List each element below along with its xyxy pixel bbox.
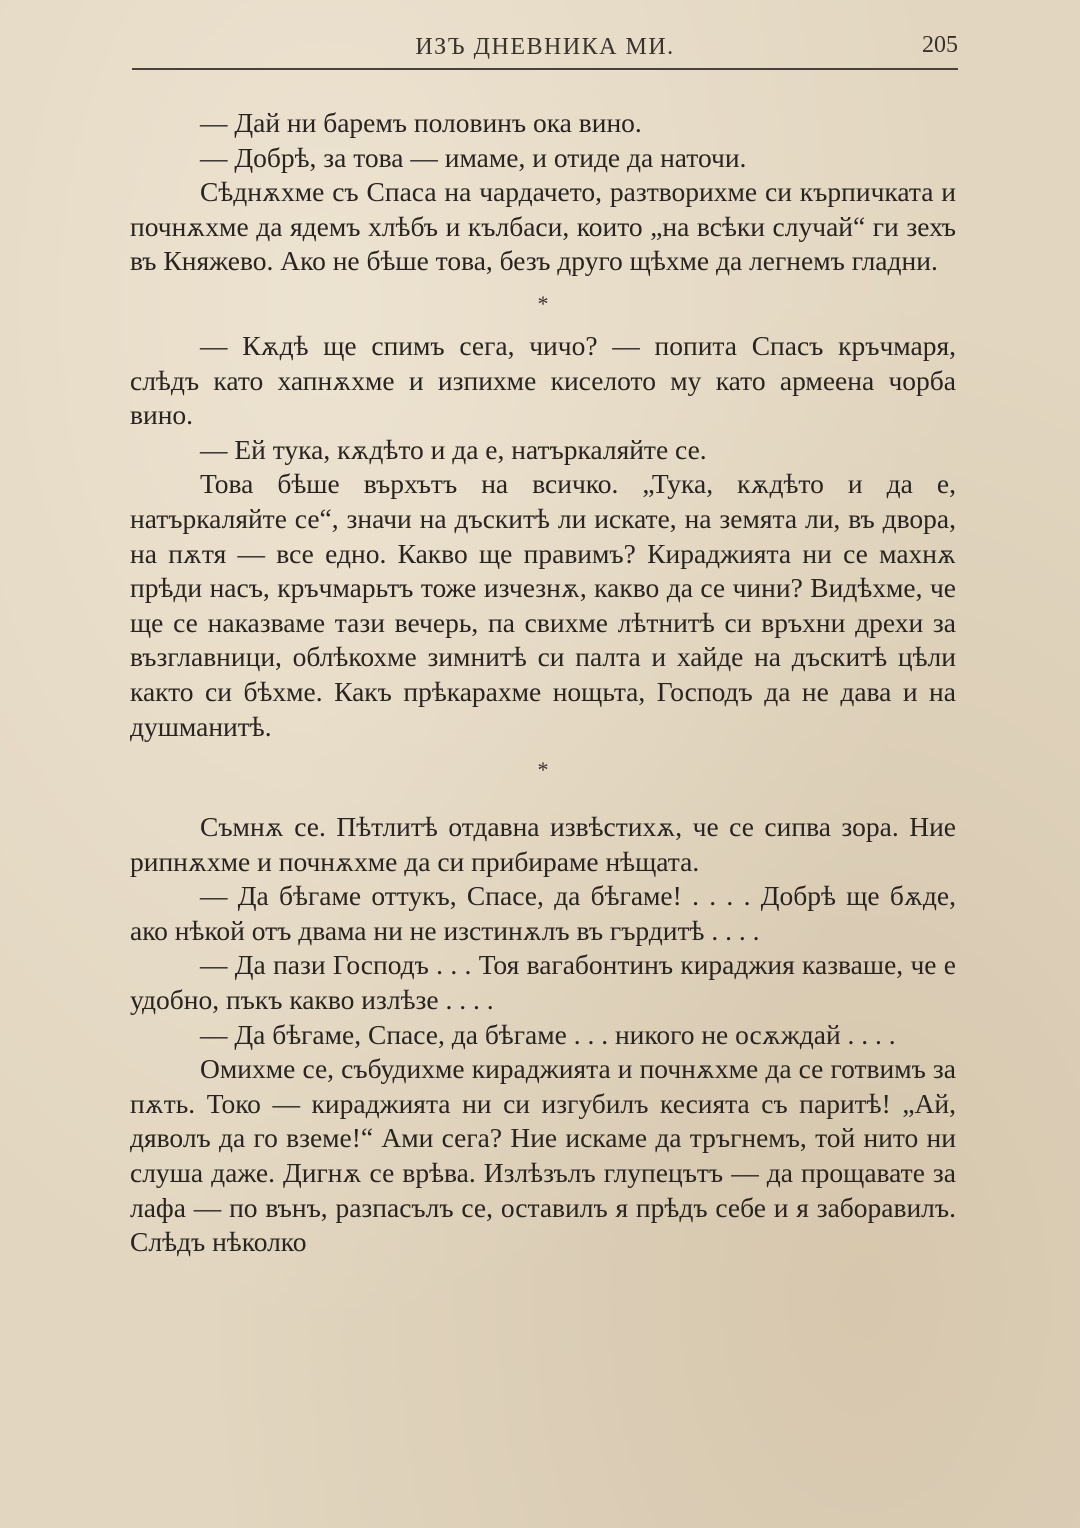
body-text bbox=[130, 106, 956, 1260]
paragraph: — Ей тука, кѫдѣто и да е, натъркаляйте се. bbox=[200, 433, 707, 465]
paragraph: — Да пази Господъ . . . Тоя вагабонтинъ кираджия казваше, че е удобно, пъкъ какво излѣзе . . . . bbox=[130, 949, 956, 1016]
page-number: 205 bbox=[922, 32, 958, 58]
paragraph: Омихме се, събудихме кираджията и почнѫхме да се готвимъ за пѫть. Токо — кираджията ни си изгубилъ кесията съ паритѣ! „Ай, дяволъ да го вземе!“ Ами сега? Ние искаме да тръгнемъ, той нито ни слуша даже. Дигнѫ се врѣва. Излѣзълъ глупецътъ — да прощавате за лафа — по вънъ, разпасълъ се, оставилъ я прѣдъ себе и я заборавилъ. Слѣдъ нѣколко bbox=[130, 1053, 956, 1258]
paragraph: Съмнѫ се. Пѣтлитѣ отдавна извѣстихѫ, че се сипва зора. Ние рипнѫхме и почнѫхме да си прибираме нѣщата. bbox=[130, 811, 956, 877]
section-separator: * bbox=[537, 757, 549, 783]
paragraph: — Дай ни баремъ половинъ ока вино. bbox=[200, 107, 642, 138]
running-title: ИЗЪ ДНЕВНИКА МИ. bbox=[415, 34, 675, 60]
paragraph: — Да бѣгаме, Спасе, да бѣгаме . . . никого не осѫждай . . . . bbox=[200, 1018, 896, 1050]
paragraph: — Да бѣгаме оттукъ, Спасе, да бѣгаме! . . . . Добрѣ ще бѫде, ако нѣкой отъ двама ни не изстинѫлъ въ гърдитѣ . . . . bbox=[130, 880, 956, 946]
paragraph: — Кѫдѣ ще спимъ сега, чичо? — попита Спасъ кръчмаря, слѣдъ като хапнѫхме и изпихме киселото му като армеена чорба вино. bbox=[130, 329, 956, 431]
paragraph: — Добрѣ, за това — имаме, и отиде да наточи. bbox=[200, 141, 747, 173]
paragraph: Това бѣше върхътъ на всичко. „Тука, кѫдѣто и да е, натъркаляйте се“, значи на дъскитѣ ли искате, на земята ли, въ двора, на пѫтя — все едно. Какво ще правимъ? Кираджията ни се махнѫ прѣди насъ, кръчмарьтъ тоже изчезнѫ, какво да се чини? Видѣхме, че ще се наказваме тази вечерь, па свихме лѣтнитѣ си връхни дрехи за възглавници, облѣкохме зимнитѣ си палта и хайде на дъскитѣ цѣли както си бѣхме. Какъ прѣкарахме нощьта, Господъ да не дава и на душманитѣ. bbox=[130, 468, 956, 742]
section-separator: * bbox=[537, 290, 549, 316]
paragraph: Сѣднѫхме съ Спаса на чардачето, разтворихме си кърпичката и почнѫхме да ядемъ хлѣбъ и кълбаси, които „на всѣки случай“ ги зехъ въ Княжево. Ако не бѣше това, безъ друго щѣхме да легнемъ гладни. bbox=[130, 176, 956, 277]
header-rule bbox=[132, 68, 958, 70]
running-header bbox=[132, 30, 958, 70]
